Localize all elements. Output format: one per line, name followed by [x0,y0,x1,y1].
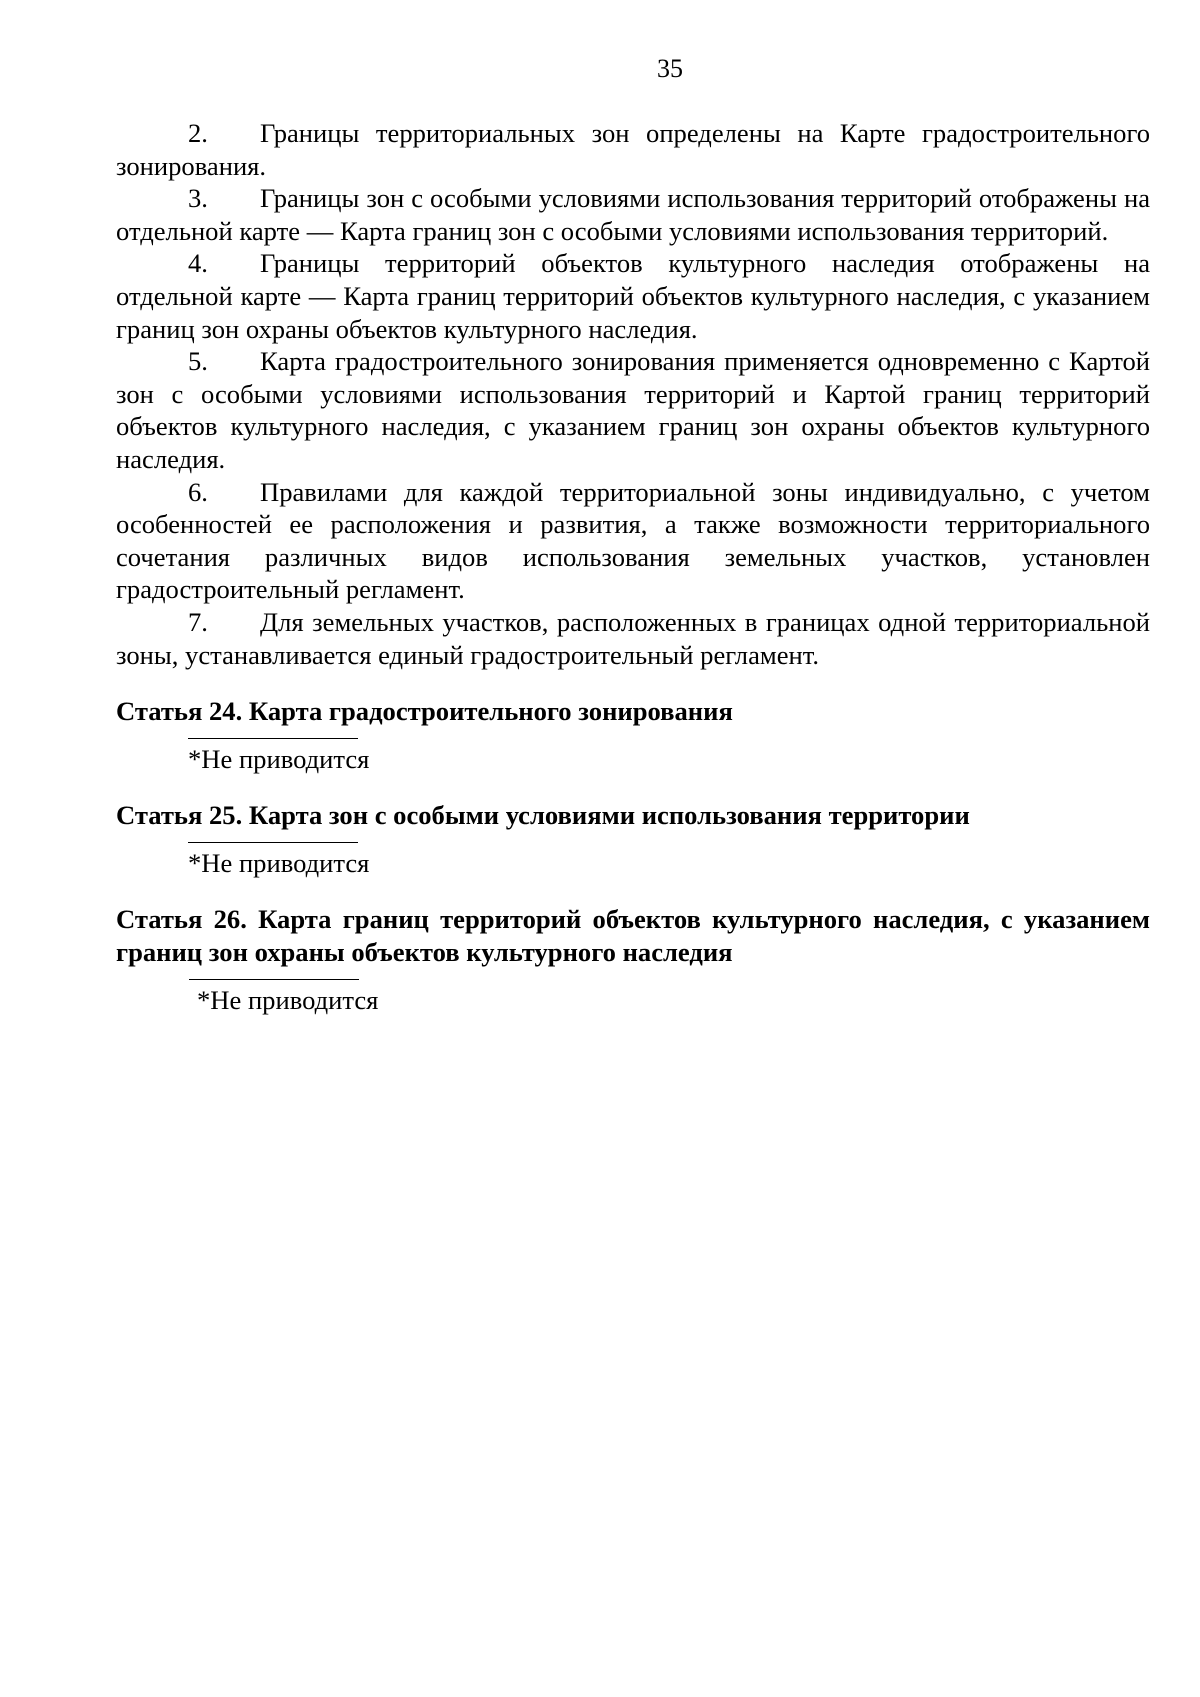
paragraph-number: 3. [188,183,208,214]
footnote-25 [116,842,1150,880]
paragraph-number: 4. [188,248,208,279]
paragraph-5 [116,345,1150,475]
footnote-24 [116,738,1150,776]
article-26-heading: Статья 26. Карта границ территорий объектов культурного наследия, с указанием границ зон охраны объектов культурного наследия [116,904,1150,968]
paragraph-number: 2. [188,118,208,148]
footnote-text: *Не приводится [197,984,379,1015]
paragraph-number: 6. [188,476,208,507]
paragraph-text: Границы территорий объектов культурного наследия отображены на отдельной карте — Карта границ территорий объектов культурного наследия, с указанием границ зон охраны объектов культурного наследия. [116,248,1150,344]
footnote-26 [116,979,1150,1017]
paragraph-text: Границы зон с особыми условиями использования территорий отображены на отдельной карте — Карта границ зон с особыми условиями использования территорий. [116,183,1150,246]
paragraph-text: Для земельных участков, расположенных в границах одной территориальной зоны, устанавливается единый градостроительный регламент. [116,606,1150,670]
paragraph-text: Карта градостроительного зонирования применяется одновременно с Картой зон с особыми условиями использования территорий и Картой границ территорий объектов культурного наследия, с указанием границ зон охраны объектов культурного наследия. [116,346,1150,474]
paragraph-7 [116,606,1150,671]
paragraph-3 [116,182,1150,247]
article-25-heading: Статья 25. Карта зон с особыми условиями использования территории [116,800,970,831]
paragraph-2 [116,117,1150,182]
footnote-rule [188,738,358,739]
page-number: 35 [657,54,683,83]
footnote-rule [188,842,358,843]
paragraph-number: 5. [188,346,208,377]
document-body [116,117,1150,1016]
footnote-rule [189,979,359,980]
paragraph-4 [116,247,1150,345]
paragraph-6 [116,476,1150,606]
paragraph-text: Правилами для каждой территориальной зоны индивидуально, с учетом особенностей ее расположения и развития, а также возможности территориального сочетания различных видов использования земельных участков, установлен градостроительный регламент. [116,476,1150,605]
paragraph-text: Границы территориальных зон определены на Карте градостроительного зонирования. [116,118,1150,181]
footnote-text: *Не приводится [188,743,370,774]
paragraph-number: 7. [188,606,208,637]
footnote-text: *Не приводится [188,847,370,878]
article-24-heading: Статья 24. Карта градостроительного зонирования [116,696,733,727]
